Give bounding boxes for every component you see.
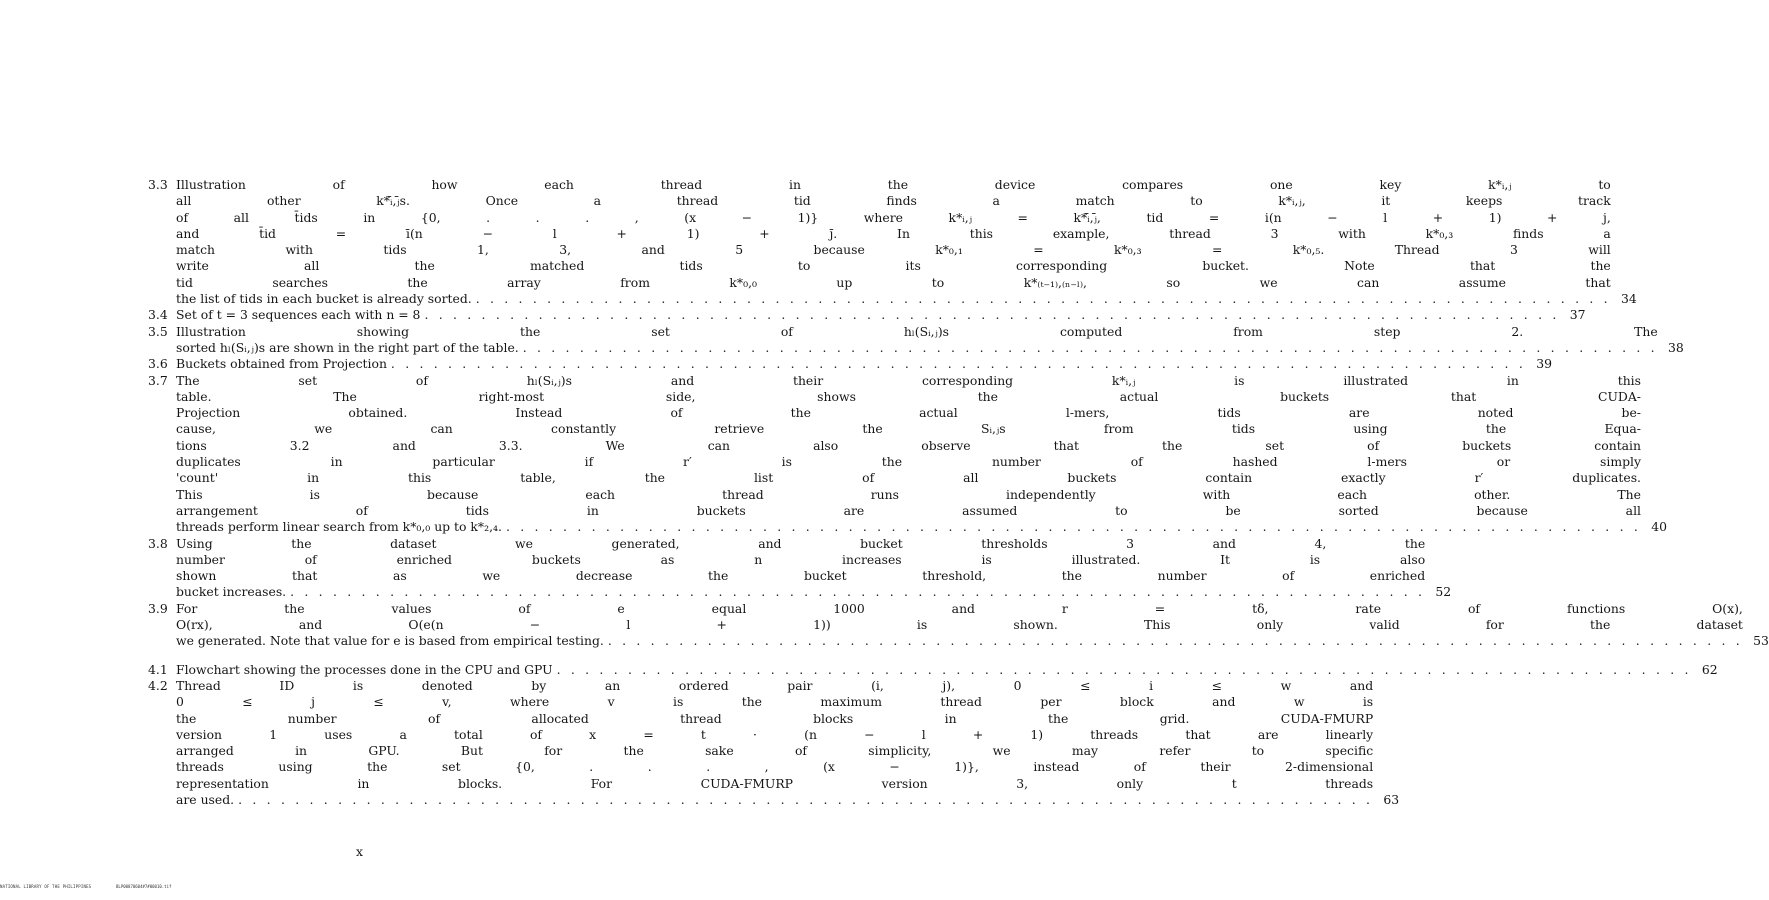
caption-line: O(rx), and O(e(n − l + 1)) is shown. This only valid for the dataset [176,617,1743,633]
figure-caption [176,536,1451,601]
page-reference[interactable]: 52 [1435,584,1452,600]
caption-line: of all t̄ids in {0, . . . , (x − 1)} where k*ᵢ,ⱼ = k*ᵢ̄,ⱼ̄, tid = i(n − l + 1) + j, [176,209,1611,225]
page-reference[interactable]: 37 [1569,307,1586,323]
caption-line: match with tids 1, 3, and 5 because k*₀,₁ = k*₀,₃ = k*₀,₅. Thread 3 will [176,242,1611,258]
figure-caption [176,373,1667,536]
figure-number: 3.3 [148,177,168,192]
footer-library-stamp: NATIONAL LIBRARY OF THE PHILIPPINES [0,884,92,889]
figure-entry[interactable] [148,677,1400,808]
caption-line: number of enriched buckets as n increases is illustrated. It is also [176,551,1426,567]
caption-line: threads using the set {0, . . . , (x − 1)}, instead of their 2-dimensional [176,759,1374,775]
page-reference[interactable]: 62 [1701,661,1718,677]
caption-line: Thread ID is denoted by an ordered pair (i, j), 0 ≤ i ≤ w and [176,677,1374,693]
page-number: x [356,844,363,859]
dot-leader: . . . . . . . . . . . . . . . . . . . . . . . . . . . . . . . . . . . . . . . . . . . . . . . . . . . . . . . . . . . . . . . . . . . . . . . . . . . . . . . . [607,633,1743,649]
list-of-figures [148,177,1769,808]
dot-leader: . . . . . . . . . . . . . . . . . . . . . . . . . . . . . . . . . . . . . . . . . . . . . . . . . . . . . . . . . . . . . . . . . . . . . . . . . . . . . . . . [290,584,1426,600]
caption-line: the number of allocated thread blocks in the grid. CUDA-FMURP [176,710,1374,726]
caption-line: Illustration of how each thread in the device compares one key k*ᵢ,ⱼ to [176,177,1611,192]
figure-number: 3.6 [148,356,168,372]
caption-last-line: Flowchart showing the processes done in the CPU and GPU [176,661,553,677]
figure-caption [176,177,1637,307]
page-reference[interactable]: 38 [1667,339,1684,355]
figure-entry[interactable] [148,661,1718,678]
figure-caption [176,324,1684,357]
figure-number: 3.8 [148,535,168,551]
dot-leader: . . . . . . . . . . . . . . . . . . . . . . . . . . . . . . . . . . . . . . . . . . . . . . . . . . . . . . . . . . . . . . . . . . . . . . . . . . . . . . . . [238,791,1374,807]
caption-last-line: bucket increases. [176,584,287,600]
caption-line: write all the matched tids to its corresponding bucket. Note that the [176,258,1611,274]
figure-number: 3.5 [148,323,168,339]
figure-caption [176,678,1399,808]
caption-line: Illustration showing the set of hₗ(Sᵢ,ⱼ)s computed from step 2. The [176,323,1658,339]
figure-entry[interactable] [148,372,1667,536]
dot-leader: . . . . . . . . . . . . . . . . . . . . . . . . . . . . . . . . . . . . . . . . . . . . . . . . . . . . . . . . . . . . . . . . . . . . . . . . . . . . . . . . [556,661,1692,677]
caption-line: The set of hₗ(Sᵢ,ⱼ)s and their corresponding k*ᵢ,ⱼ is illustrated in this [176,372,1641,388]
caption-line: table. The right-most side, shows the actual buckets that CUDA- [176,388,1641,404]
caption-line: Using the dataset we generated, and bucket thresholds 3 and 4, the [176,535,1426,551]
page-reference[interactable]: 34 [1620,291,1637,307]
caption-last-line: Buckets obtained from Projection [176,356,387,372]
caption-last-line: Set of t = 3 sequences each with n = 8 [176,307,421,323]
caption-last-line: are used. [176,791,235,807]
footer-file-id: BLP00870604#7#00010.tif [116,884,172,889]
caption-line: cause, we can constantly retrieve the Sᵢ,ⱼs from tids using the Equa- [176,421,1641,437]
caption-line: tid searches the array from k*₀,₀ up to k*₍ₜ₋₁₎,₍ₙ₋ₗ₎, so we can assume that [176,274,1611,290]
dot-leader: . . . . . . . . . . . . . . . . . . . . . . . . . . . . . . . . . . . . . . . . . . . . . . . . . . . . . . . . . . . . . . . . . . . . . . . . . . . . . . . . [424,307,1560,323]
page-reference[interactable]: 63 [1383,791,1400,807]
figure-entry[interactable] [148,600,1769,650]
caption-line: arranged in GPU. But for the sake of simplicity, we may refer to specific [176,743,1374,759]
caption-last-line: threads perform linear search from k*₀,₀ up to k*₂,₄. [176,519,502,535]
figure-caption [176,662,1718,678]
caption-line: all other k*ᵢ̄,ⱼ̄s. Once a thread tid finds a match to k*ᵢ,ⱼ, it keeps track [176,193,1611,209]
caption-last-line: we generated. Note that value for e is based from empirical testing. [176,633,604,649]
figure-entry[interactable] [148,535,1452,601]
figure-caption [176,307,1585,323]
caption-line: 'count' in this table, the list of all buckets contain exactly r′ duplicates. [176,470,1641,486]
figure-entry[interactable] [148,356,1552,372]
caption-line: This is because each thread runs independently with each other. The [176,486,1641,502]
figure-number: 3.7 [148,372,168,388]
page-reference[interactable]: 40 [1651,519,1667,535]
figure-number: 3.9 [148,600,168,616]
chapter-gap [148,650,618,662]
caption-line: arrangement of tids in buckets are assumed to be sorted because all [176,502,1641,518]
caption-line: representation in blocks. For CUDA-FMURP version 3, only t threads [176,775,1374,791]
caption-line: duplicates in particular if r′ is the number of hashed l-mers or simply [176,454,1641,470]
figure-number: 4.2 [148,677,168,693]
caption-line: version 1 uses a total of x = t · (n − l + 1) threads that are linearly [176,726,1374,742]
figure-entry[interactable] [148,177,1637,307]
dot-leader: . . . . . . . . . . . . . . . . . . . . . . . . . . . . . . . . . . . . . . . . . . . . . . . . . . . . . . . . . . . . . . . . . . . . . . . . . . . . . . . . [522,339,1658,355]
figure-caption [176,356,1552,372]
page-reference[interactable]: 39 [1536,356,1552,372]
figure-caption [176,601,1769,650]
caption-last-line: sorted hₗ(Sᵢ,ⱼ)s are shown in the right part of the table. [176,339,519,355]
figure-number: 4.1 [148,661,168,677]
figure-entry[interactable] [148,307,1586,323]
figure-number: 3.4 [148,307,168,323]
caption-line: Projection obtained. Instead of the actual l-mers, tids are noted be- [176,405,1641,421]
figure-entry[interactable] [148,323,1684,357]
caption-line: and t̄id = ī(n − l + 1) + j̄. In this example, thread 3 with k*₀,₃ finds a [176,225,1611,241]
caption-line: 0 ≤ j ≤ v, where v is the maximum thread per block and w is [176,694,1374,710]
caption-last-line: the list of tids in each bucket is already sorted. [176,291,472,307]
dot-leader: . . . . . . . . . . . . . . . . . . . . . . . . . . . . . . . . . . . . . . . . . . . . . . . . . . . . . . . . . . . . . . . . . . . . . . . . . . . . . . . . [505,519,1641,535]
page-reference[interactable]: 53 [1753,633,1769,649]
dot-leader: . . . . . . . . . . . . . . . . . . . . . . . . . . . . . . . . . . . . . . . . . . . . . . . . . . . . . . . . . . . . . . . . . . . . . . . . . . . . . . . . [475,291,1611,307]
caption-line: For the values of e equal 1000 and r = tδ, rate of functions O(x), [176,600,1743,616]
caption-line: tions 3.2 and 3.3. We can also observe that the set of buckets contain [176,437,1641,453]
dot-leader: . . . . . . . . . . . . . . . . . . . . . . . . . . . . . . . . . . . . . . . . . . . . . . . . . . . . . . . . . . . . . . . . . . . . . . . . . . . . . . . . [390,356,1526,372]
caption-line: shown that as we decrease the bucket threshold, the number of enriched [176,568,1426,584]
